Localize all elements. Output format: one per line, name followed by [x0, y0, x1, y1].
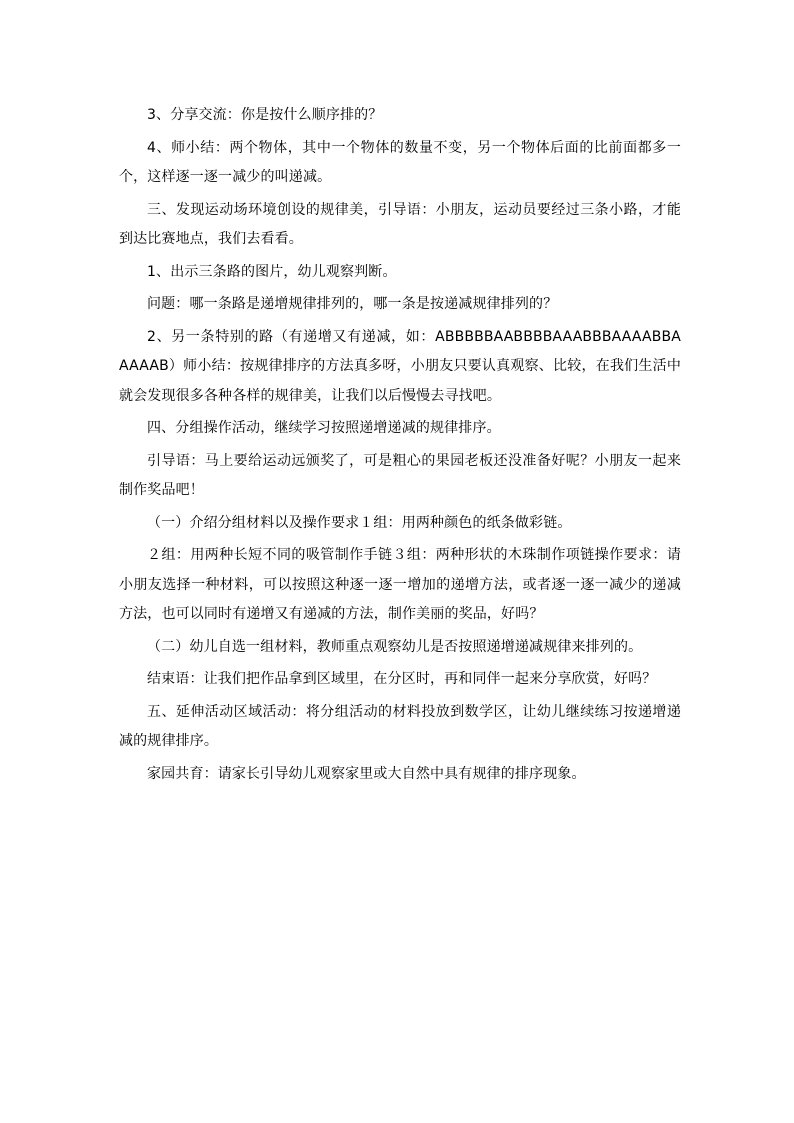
paragraph-group-materials: （一）介绍分组材料以及操作要求１组：用两种颜色的纸条做彩链。: [147, 514, 572, 531]
document-body: [119, 101, 681, 789]
paragraph-child-choice: （二）幼儿自选一组材料，教师重点观察幼儿是否按照递增递减规律来排列的。: [147, 638, 643, 655]
paragraph-closing-words: 结束语：让我们把作品拿到区域里，在分区时，再和同伴一起来分享欣赏，好吗？: [147, 671, 657, 687]
paragraph-section-three: 三、发现运动场环境创设的规律美，引导语：小朋友，运动员要经过三条小路，才能到达比赛地点，我们去看看。: [119, 201, 681, 247]
paragraph-section-five: 五、延伸活动区域活动：将分组活动的材料投放到数学区，让幼儿继续练习按递增递减的规律排序。: [119, 703, 681, 749]
paragraph-section-four: 四、分组操作活动，继续学习按照递增递减的规律排序。: [147, 420, 501, 436]
paragraph-teacher-summary: 4、师小结：两个物体，其中一个物体的数量不变，另一个物体后面的比前面都多一个，这样逐一逐一减少的叫递减。: [119, 139, 681, 185]
paragraph-question: 问题：哪一条路是递增规律排列的，哪一条是按递减规律排列的？: [147, 296, 558, 312]
paragraph-home-school: 家园共育：请家长引导幼儿观察家里或大自然中具有规律的排序现象。: [147, 765, 586, 782]
paragraph-group-requirements: ２组：用两种长短不同的吸管制作手链３组：两种形状的木珠制作项链操作要求：请小朋友选择一种材料，可以按照这种逐一逐一增加的递增方法，或者逐一逐一减少的递减方法，也可以同时有递增又有递减的方法，制作美丽的奖品，好吗？: [119, 547, 681, 622]
paragraph-special-road: 2、另一条特别的路（有递增又有递减，如：ABBBBBAABBBBAAABBBAAAABBAAAAAB）师小结：按规律排序的方法真多呀，小朋友只要认真观察、比较，在我们生活中就会发现很多各种各样的规律美，让我们以后慢慢去寻找吧。: [119, 328, 681, 404]
paragraph-share-exchange: 3、分享交流：你是按什么顺序排的？: [147, 107, 383, 123]
paragraph-guide-words: 引导语：马上要给运动远颁奖了，可是粗心的果园老板还没准备好呢？小朋友一起来制作奖品吧！: [119, 452, 681, 498]
paragraph-show-roads: 1、出示三条路的图片，幼儿观察判断。: [147, 263, 397, 280]
